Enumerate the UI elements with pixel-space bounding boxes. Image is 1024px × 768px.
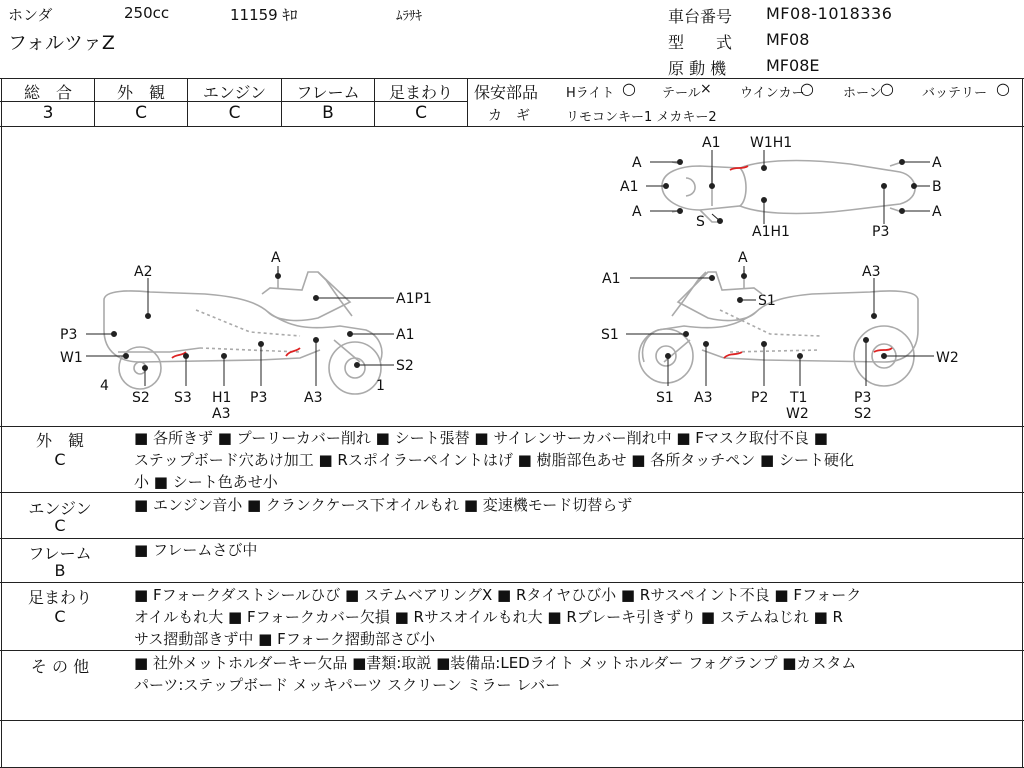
diagram-label: S2 — [132, 390, 150, 406]
safety-item-name: ウインカー — [740, 86, 805, 101]
divider — [467, 78, 468, 126]
detail-text — [134, 584, 861, 650]
detail-grade: C — [54, 607, 66, 626]
diagram-label: A — [932, 155, 942, 171]
diagram-label: A3 — [694, 390, 713, 406]
diagram-label: B — [932, 179, 942, 195]
diagram-label: A1P1 — [396, 291, 432, 307]
diagram-label: P3 — [60, 327, 78, 343]
displacement: 250cc — [124, 4, 170, 22]
detail-line: ステップボード穴あけ加工 ■ Rスポイラーペイントはげ ■ 樹脂部色あせ ■ 各所タッチペン ■ シート硬化 — [134, 451, 854, 469]
maker: ホンダ — [8, 6, 53, 24]
score-value: 3 — [42, 103, 54, 123]
engine-label: 原 動 機 — [668, 59, 727, 78]
safety-item-mark: ○ — [880, 79, 894, 98]
detail-category: フレーム — [28, 544, 92, 563]
diagram-label: P2 — [751, 390, 769, 406]
detail-text — [134, 539, 257, 561]
diagram-label: 4 — [100, 378, 109, 394]
color: ﾑﾗｻｷ — [396, 9, 422, 24]
diagram-label: W2 — [786, 406, 809, 422]
diagram-labels — [60, 135, 959, 422]
score-label: エンジン — [202, 83, 267, 102]
safety-item-name: テール — [662, 86, 701, 101]
diagram-leaders-left — [86, 266, 394, 386]
diagram-label: 1 — [376, 378, 385, 394]
detail-line: ■ 各所きず ■ プーリーカバー削れ ■ シート張替 ■ サイレンサーカバー削れ中 ■ Fマスク取付不良 ■ — [134, 429, 828, 447]
diagram-label: A2 — [134, 264, 153, 280]
safety-item-name: Hライト — [566, 86, 615, 101]
detail-line: ■ エンジン音小 ■ クランクケース下オイルもれ ■ 変速機モード切替らず — [134, 496, 633, 514]
diagram-label: S2 — [854, 406, 872, 422]
score-value: B — [322, 103, 334, 123]
diagram-label: A1 — [602, 271, 621, 287]
score-value: C — [228, 103, 241, 123]
diagram-label: T1 — [790, 390, 808, 406]
detail-line: パーツ:ステップボード メッキパーツ スクリーン ミラー レバー — [134, 676, 561, 694]
diagram-label: A1 — [702, 135, 721, 151]
type-label: 型 式 — [668, 33, 733, 52]
detail-text — [134, 427, 854, 493]
diagram-label: S2 — [396, 358, 414, 374]
safety-item-name: バッテリー — [922, 86, 988, 101]
detail-grade: B — [54, 561, 66, 580]
safety-item-mark: ○ — [622, 79, 636, 98]
diagram-label: S3 — [174, 390, 192, 406]
divider — [0, 78, 1024, 79]
engine-value: MF08E — [766, 56, 820, 75]
type-value: MF08 — [766, 30, 810, 49]
diagram-label: S1 — [656, 390, 674, 406]
diagram-label: W2 — [936, 350, 959, 366]
detail-category: 足まわり — [27, 588, 92, 607]
damage-diagram — [0, 127, 1024, 426]
scooter-top-view — [662, 161, 915, 222]
detail-category: そ の 他 — [30, 657, 90, 676]
diagram-label: P3 — [854, 390, 872, 406]
safety-item-mark: ○ — [996, 79, 1010, 98]
frame-no: MF08-1018336 — [766, 4, 893, 23]
scooter-right-side-view — [639, 270, 918, 386]
detail-text — [134, 494, 632, 516]
score-label: 総 合 — [23, 83, 72, 102]
safety-item-mark: ○ — [800, 79, 814, 98]
diagram-label: A — [632, 204, 642, 220]
diagram-label: S — [696, 214, 705, 230]
safety-item-name: ホーン — [843, 86, 882, 101]
detail-line: サス摺動部きず中 ■ Fフォーク摺動部さび小 — [134, 630, 435, 648]
detail-line: ■ 社外メットホルダーキー欠品 ■書類:取説 ■装備品:LEDライト メットホルダー フォグランプ ■カスタム — [134, 654, 857, 672]
diagram-label: P3 — [872, 224, 890, 240]
diagram-label: S1 — [601, 327, 619, 343]
key-value: リモコンキー1 メカキー2 — [566, 110, 717, 125]
detail-line: ■ フレームさび中 — [134, 541, 258, 559]
detail-grade: C — [54, 450, 66, 469]
safety-item-mark: × — [700, 81, 712, 97]
detail-category: エンジン — [28, 499, 92, 518]
score-value: C — [415, 103, 427, 123]
frame-no-label: 車台番号 — [668, 7, 733, 26]
divider — [0, 650, 1024, 651]
score-label: フレーム — [296, 83, 360, 102]
diagram-label: A3 — [862, 264, 881, 280]
detail-category: 外 観 — [35, 431, 84, 450]
diagram-label: A1 — [396, 327, 415, 343]
diagram-label: H1 — [212, 390, 232, 406]
safety-label: 保安部品 — [474, 83, 539, 102]
diagram-label: W1H1 — [750, 135, 793, 151]
model-name: フォルツァZ — [8, 32, 115, 54]
diagram-label: A — [932, 204, 942, 220]
diagram-label: A1H1 — [752, 224, 790, 240]
diagram-label: W1 — [60, 350, 83, 366]
divider — [0, 720, 1024, 721]
detail-text — [134, 652, 856, 696]
divider — [0, 582, 1024, 583]
diagram-label: A3 — [304, 390, 323, 406]
detail-grade: C — [54, 516, 66, 535]
mileage: 11159 ｷﾛ — [230, 6, 298, 24]
scooter-left-side-view — [104, 270, 382, 394]
diagram-label: A — [271, 250, 281, 266]
diagram-label: A1 — [620, 179, 639, 195]
diagram-label: A — [632, 155, 642, 171]
score-label: 外 観 — [116, 83, 165, 102]
diagram-label: A3 — [212, 406, 231, 422]
score-value: C — [135, 103, 147, 123]
detail-line: オイルもれ大 ■ Fフォークカバー欠損 ■ Rサスオイルもれ大 ■ Rブレーキ引きずり ■ ステムねじれ ■ R — [134, 608, 843, 626]
detail-line: 小 ■ シート色あせ小 — [134, 473, 278, 491]
score-label: 足まわり — [388, 83, 453, 102]
diagram-label: A — [738, 250, 748, 266]
diagram-label: S1 — [758, 293, 776, 309]
key-label: カ ギ — [488, 108, 530, 124]
diagram-label: P3 — [250, 390, 268, 406]
detail-line: ■ Fフォークダストシールひび ■ ステムベアリングX ■ Rタイヤひび小 ■ Rサスペイント不良 ■ Fフォーク — [134, 586, 862, 604]
